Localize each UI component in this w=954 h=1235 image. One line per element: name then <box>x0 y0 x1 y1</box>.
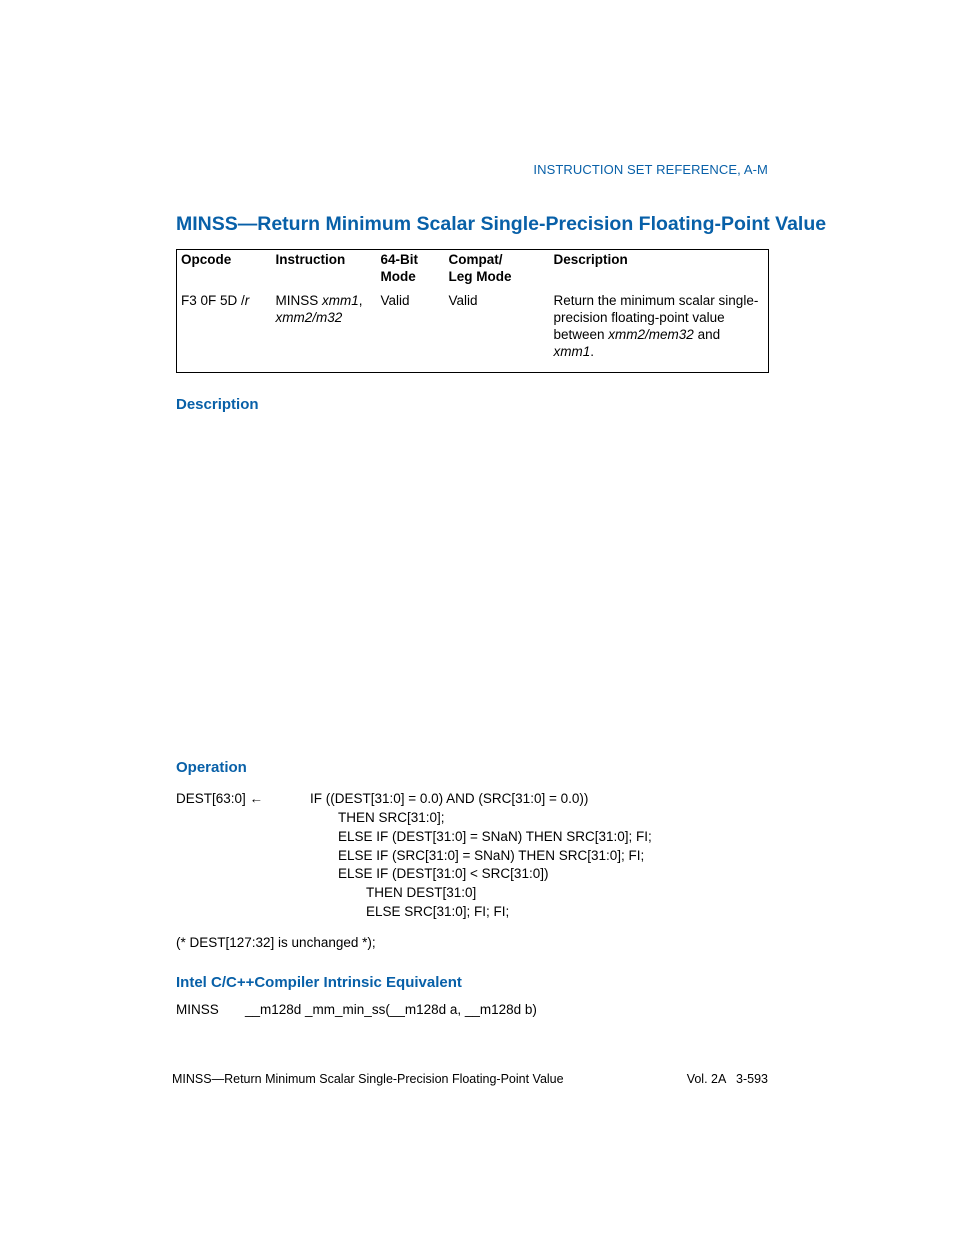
operation-line: ELSE IF (DEST[31:0] = SNaN) THEN SRC[31:0]; FI; <box>338 829 652 844</box>
opcode-table <box>176 249 769 373</box>
cell-opcode: F3 0F 5D /r <box>181 293 250 308</box>
header-compat-mode: Compat/ Leg Mode <box>448 252 512 284</box>
cell-64bit-mode: Valid <box>380 293 410 308</box>
description-heading: Description <box>176 396 259 413</box>
cell-compat-mode: Valid <box>448 293 478 308</box>
footer-page-number: Vol. 2A 3-593 <box>686 1072 768 1086</box>
table-row <box>177 292 769 373</box>
operation-line: IF ((DEST[31:0] = 0.0) AND (SRC[31:0] = 0.0)) <box>310 791 589 806</box>
operation-heading: Operation <box>176 759 247 776</box>
intrinsic-heading: Intel C/C++Compiler Intrinsic Equivalent <box>176 974 462 991</box>
running-head: INSTRUCTION SET REFERENCE, A-M <box>533 162 768 177</box>
operation-lhs: DEST[63:0] ← <box>176 791 264 806</box>
operation-line: THEN SRC[31:0]; <box>338 810 445 825</box>
operation-line: THEN DEST[31:0] <box>366 885 477 900</box>
intrinsic-signature: __m128d _mm_min_ss(__m128d a, __m128d b) <box>245 1002 537 1017</box>
operation-comment: (* DEST[127:32] is unchanged *); <box>176 935 376 950</box>
cell-instruction: MINSS xmm1, xmm2/m32 <box>275 293 363 325</box>
header-64bit-mode: 64-Bit Mode <box>380 252 419 284</box>
header-description: Description <box>553 252 628 267</box>
operation-line: ELSE IF (DEST[31:0] < SRC[31:0]) <box>338 866 549 881</box>
header-opcode: Opcode <box>181 252 232 267</box>
header-instruction: Instruction <box>275 252 346 267</box>
footer-title: MINSS—Return Minimum Scalar Single-Precision Floating-Point Value <box>172 1072 564 1086</box>
operation-line: ELSE SRC[31:0]; FI; FI; <box>366 904 510 919</box>
intrinsic-name: MINSS <box>176 1002 219 1017</box>
page-title: MINSS—Return Minimum Scalar Single-Precision Floating-Point Value <box>176 213 827 235</box>
operation-line: ELSE IF (SRC[31:0] = SNaN) THEN SRC[31:0]; FI; <box>338 848 645 863</box>
opcode-table-header-row <box>177 250 769 293</box>
cell-description: Return the minimum scalar single- precision floating-point value between xmm2/mem32 and xmm1. <box>553 293 759 359</box>
